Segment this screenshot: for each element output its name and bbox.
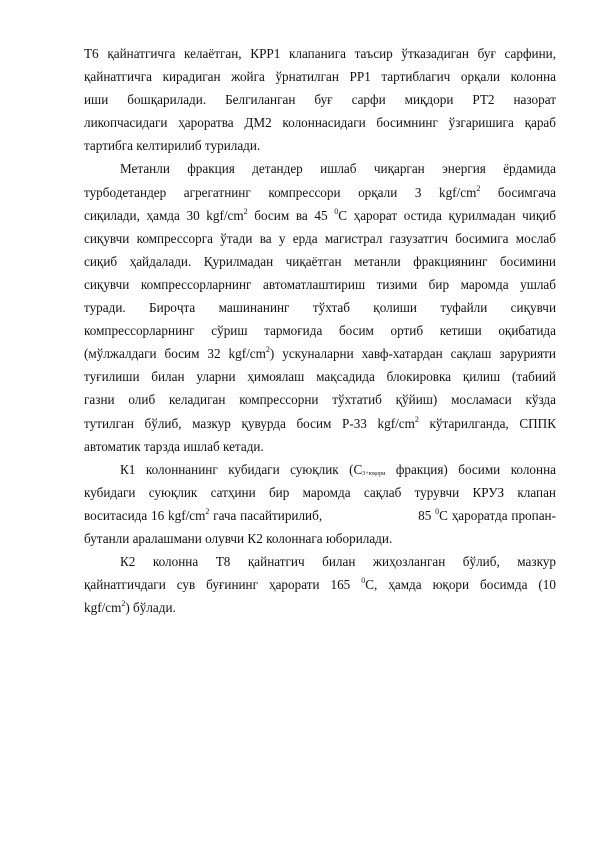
superscript: 2 xyxy=(414,414,419,424)
text-line xyxy=(84,573,556,596)
superscript: 2 xyxy=(205,506,210,516)
text-line: туради. Бироҷта машинанинг тўхтаб қолиши туфайли сиқувчи xyxy=(84,300,556,316)
text-line xyxy=(84,181,556,204)
text-line xyxy=(84,596,556,619)
text-run: сиқилади, ҳамда 30 kgf/cm xyxy=(84,207,244,223)
text-run: ) ускуналарни хавф-хатардан сақлаш зарурияти xyxy=(269,346,556,362)
text-run: kgf/cm xyxy=(84,600,122,616)
text-run: К1 колоннанинг кубидаги суюқлик (С xyxy=(120,461,363,477)
text-line: кубидаги суюқлик сатҳини бир маромда сақлаб турувчи КРУЗ клапан xyxy=(84,484,556,500)
text-line: қайнатгичга кирадиган жойга ўрнатилган РР1 тартиблагич орқали колонна xyxy=(84,69,556,85)
superscript: 0 xyxy=(361,576,366,586)
text-line: Метанли фракция детандер ишлаб чиқарган энергия ёрдамида xyxy=(120,161,556,177)
text-run: С ҳароратда пропан- xyxy=(439,507,556,523)
superscript: 2 xyxy=(476,183,481,193)
subscript: 3+юқори xyxy=(362,470,386,477)
text-line: компрессорларнинг сўриш тармоғида босим ортиб кетиши оқибатида xyxy=(84,323,556,339)
text-line xyxy=(84,458,556,481)
text-run: тутилган бўлиб, мазкур қувурда босим Р-33 kgf/cm xyxy=(84,415,415,431)
text-run: қайнатгичдаги сув буғининг ҳарорати 165 xyxy=(84,577,362,593)
text-run: кўтарилганда, СППК xyxy=(418,415,556,431)
text-line: иши бошқарилади. Белгиланган буғ сарфи миқдори РТ2 назорат xyxy=(84,92,556,108)
text-line: тартибга келтирилиб турилади. xyxy=(84,138,261,154)
text-line: сиқиб ҳайдалади. Қурилмадан чиқаётган метанли фракциянинг босимини xyxy=(84,253,556,269)
text-line: Т6 қайнатгичга келаётган, КРР1 клапанига таъсир ўтказадиган буғ сарфини, xyxy=(84,46,556,61)
text-run: (мўлжалдаги босим 32 kgf/cm xyxy=(84,346,266,362)
text-run: воситасида 16 kgf/cm xyxy=(84,507,206,523)
paragraph-3 xyxy=(84,458,556,550)
text-line: сиқувчи компрессорга ўтади ва у ерда магистрал газузатгич босимига мослаб xyxy=(84,230,556,246)
text-line xyxy=(84,342,556,365)
superscript: 2 xyxy=(121,599,126,609)
text-line: К2 колонна Т8 қайнатгич билан жиҳозланган бўлиб, мазкур xyxy=(120,554,556,570)
text-line: газни олиб келадиган компрессорни тўхтатиб қўйиш) мосламаси кўзда xyxy=(84,392,556,408)
text-run: фракция) босими колонна xyxy=(385,461,556,477)
paragraph-2 xyxy=(84,157,556,457)
text-line xyxy=(84,504,556,527)
paragraph-1 xyxy=(84,42,556,157)
paragraph-4 xyxy=(84,550,556,619)
document-body xyxy=(84,42,556,619)
text-line: сиқувчи компрессорларнинг автоматлаштириш тизими бир маромда ушлаб xyxy=(84,276,556,292)
text-line: туғилиши билан уларни ҳимоялаш мақсадида блокировка қилиш (табиий xyxy=(84,369,556,385)
text-line: бутанли аралашмани олувчи К2 колоннага юборилади. xyxy=(84,530,393,546)
text-line: автоматик тарзда ишлаб кетади. xyxy=(84,438,264,454)
text-line xyxy=(84,412,556,435)
superscript: 2 xyxy=(243,206,248,216)
text-run: турбодетандер агрегатнинг компрессори орқали 3 kgf/cm xyxy=(84,184,477,200)
superscript: 0 xyxy=(334,206,339,216)
text-run: С ҳарорат остида қурилмадан чиқиб xyxy=(338,207,556,223)
text-run: гача пасайтирилиб, xyxy=(209,507,323,523)
superscript: 0 xyxy=(435,506,440,516)
text-run: ) бўлади. xyxy=(125,600,176,616)
text-line: ликопчасидаги ҳароратва ДМ2 колоннасидаги босимнинг ўзгаришига қараб xyxy=(84,115,556,131)
text-run: босим ва 45 xyxy=(247,207,335,223)
text-run: босимгача xyxy=(480,184,556,200)
text-run: 85 xyxy=(418,507,436,523)
superscript: 2 xyxy=(265,345,270,355)
text-run: С, ҳамда юқори босимда (10 xyxy=(365,577,556,593)
text-line xyxy=(84,204,556,227)
